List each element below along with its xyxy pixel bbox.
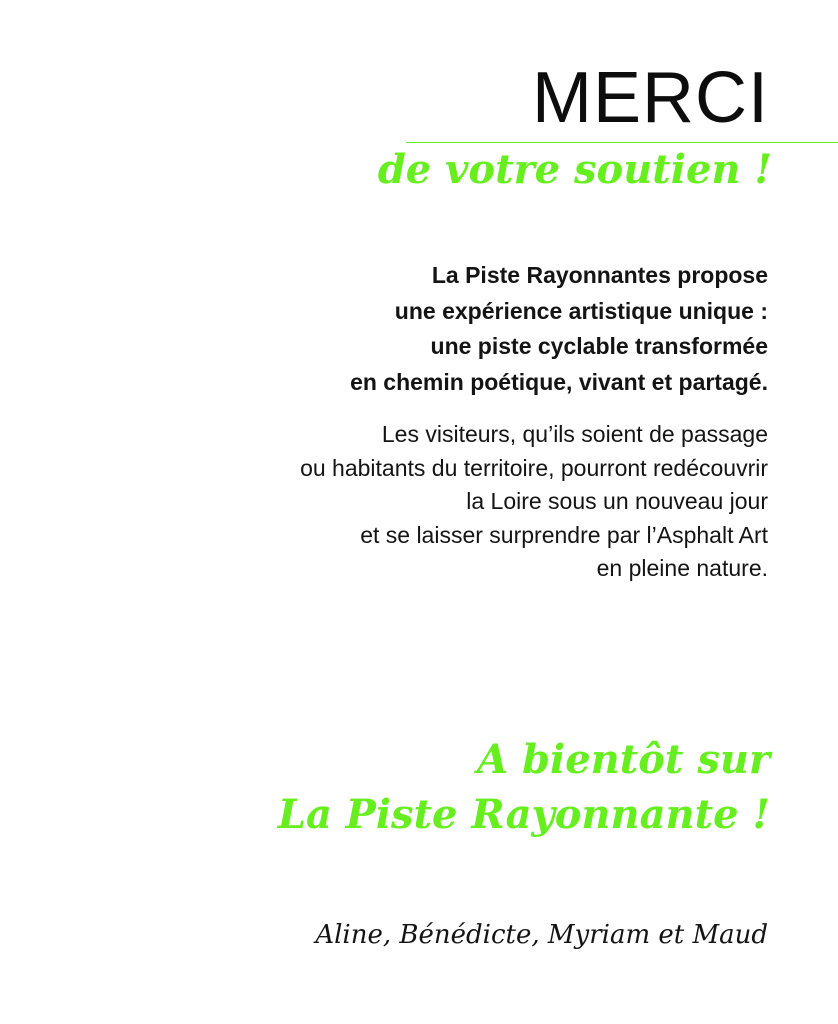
body-line: et se laisser surprendre par l’Asphalt Art: [360, 521, 768, 548]
signature: Aline, Bénédicte, Myriam et Maud: [315, 920, 768, 950]
page-title: MERCI: [532, 58, 769, 138]
farewell-message: [278, 732, 770, 842]
body-line: en pleine nature.: [596, 555, 768, 581]
body-line: ou habitants du territoire, pourront redécouvrir: [300, 454, 768, 481]
body-line: Les visiteurs, qu’ils soient de passage: [381, 421, 768, 447]
page-subtitle: de votre soutien !: [377, 146, 772, 193]
farewell-line: La Piste Rayonnante !: [277, 791, 770, 838]
body-line: la Loire sous un nouveau jour: [466, 488, 768, 514]
lead-line: La Piste Rayonnantes propose: [431, 262, 768, 288]
title-divider: [406, 142, 838, 143]
farewell-line: A bientôt sur: [477, 736, 770, 783]
lead-paragraph: [208, 258, 768, 400]
lead-line: une piste cyclable transformée: [430, 333, 768, 359]
lead-line: une expérience artistique unique :: [394, 297, 768, 324]
lead-line: en chemin poétique, vivant et partagé.: [350, 368, 768, 395]
body-paragraph: [128, 418, 768, 586]
